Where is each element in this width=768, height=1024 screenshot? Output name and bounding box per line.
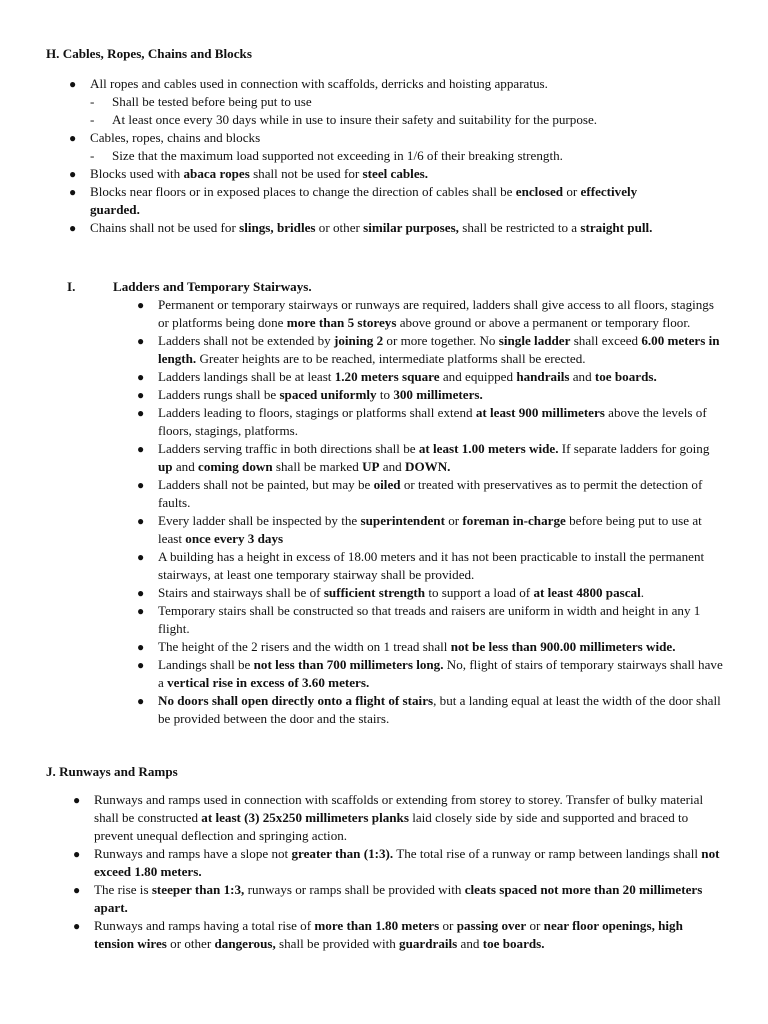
list-item-text [158, 638, 726, 656]
emphasis-text: toe boards. [594, 369, 657, 384]
body-text: No, flight of stairs of temporary stairways shall have a [158, 657, 723, 690]
body-text: and [379, 459, 405, 474]
section-h-title: H. Cables, Ropes, Chains and Blocks [46, 46, 252, 61]
emphasis-text: foreman in-charge [462, 513, 566, 528]
emphasis-text: joining 2 [334, 333, 384, 348]
list-item [69, 129, 680, 165]
body-text: shall be marked [272, 459, 363, 474]
emphasis-text: DOWN. [404, 459, 451, 474]
emphasis-text: steel cables. [362, 166, 428, 181]
body-text: Blocks near floors or in exposed places to change the direction of cables shall be [90, 184, 516, 199]
emphasis-text: more than 5 storeys [286, 315, 397, 330]
emphasis-text: guardrails [399, 936, 458, 951]
emphasis-text: greater than (1:3). [291, 846, 394, 861]
sub-item [90, 111, 680, 129]
bullet-icon: ● [137, 658, 145, 672]
list-item [69, 183, 680, 219]
sub-item-text: Size that the maximum load supported not exceeding in 1/6 of their breaking strength. [112, 148, 563, 163]
body-text: or [563, 184, 581, 199]
emphasis-text: single ladder [498, 333, 571, 348]
list-item-text [90, 165, 680, 183]
body-text: or [439, 918, 457, 933]
dash-icon: - [90, 94, 95, 109]
body-text: shall exceed [570, 333, 642, 348]
emphasis-text: up [158, 459, 173, 474]
list-item-text [158, 584, 726, 602]
list-item [137, 584, 726, 602]
list-item [137, 332, 726, 368]
body-text: Permanent or temporary stairways or runways are required, ladders shall give access to all floors, stagings or platforms being done [158, 297, 714, 330]
bullet-icon: ● [137, 406, 145, 420]
emphasis-text: steeper than 1:3, [151, 882, 245, 897]
list-item-text [158, 548, 726, 584]
list-item-text [158, 440, 726, 476]
emphasis-text: more than 1.80 meters [314, 918, 440, 933]
body-text: All ropes and cables used in connection with scaffolds, derricks and hoisting apparatus. [90, 76, 548, 91]
list-item [73, 917, 726, 953]
list-item-text [94, 881, 726, 917]
list-item-text [94, 917, 726, 953]
bullet-icon: ● [137, 694, 145, 708]
section-j-list [73, 791, 726, 953]
bullet-icon: ● [137, 370, 145, 384]
body-text: or [444, 513, 463, 528]
bullet-icon: ● [137, 604, 145, 618]
list-item [137, 602, 726, 638]
body-text: Runways and ramps have a slope not [94, 846, 292, 861]
list-item-text [94, 845, 726, 881]
body-text: shall not be used for [249, 166, 363, 181]
list-item-text [90, 219, 680, 237]
emphasis-text: at least 4800 pascal [533, 585, 641, 600]
bullet-icon: ● [137, 514, 145, 528]
bullet-icon: ● [137, 478, 145, 492]
emphasis-text: passing over [456, 918, 527, 933]
body-text: Blocks used with [90, 166, 184, 181]
list-item-text [158, 476, 726, 512]
emphasis-text: not exceed 1.80 meters. [94, 846, 720, 879]
section-j-title: J. Runways and Ramps [46, 764, 178, 779]
body-text: and [457, 936, 483, 951]
body-text: or more together. No [383, 333, 499, 348]
list-item [137, 404, 726, 440]
bullet-icon: ● [69, 221, 77, 235]
emphasis-text: spaced uniformly [279, 387, 377, 402]
body-text: before being put to use at least [158, 513, 702, 546]
emphasis-text: effectively guarded. [90, 184, 638, 217]
emphasis-text: at least (3) 25x250 millimeters planks [201, 810, 409, 825]
body-text: If separate ladders for going [558, 441, 710, 456]
list-item [137, 440, 726, 476]
emphasis-text: near floor openings, high tension wires [94, 918, 683, 951]
body-text: Ladders rungs shall be [158, 387, 280, 402]
body-text: to support a load of [425, 585, 534, 600]
sub-item [90, 147, 680, 165]
list-item-text [158, 386, 726, 404]
body-text: . [640, 585, 645, 600]
emphasis-text: toe boards. [482, 936, 545, 951]
sub-item-text: Shall be tested before being put to use [112, 94, 312, 109]
list-item [137, 638, 726, 656]
list-item [73, 881, 726, 917]
list-item-text [158, 656, 726, 692]
bullet-icon: ● [73, 847, 81, 861]
list-item [137, 692, 726, 728]
body-text: Ladders shall not be extended by [158, 333, 334, 348]
body-text: Ladders serving traffic in both directions shall be [158, 441, 419, 456]
body-text: shall be provided with [275, 936, 400, 951]
emphasis-text: superintendent [360, 513, 445, 528]
bullet-icon: ● [73, 793, 81, 807]
list-item [137, 296, 726, 332]
body-text: or [526, 918, 544, 933]
body-text: The height of the 2 risers and the width on 1 tread shall [158, 639, 451, 654]
sub-item [90, 93, 680, 111]
body-text: or treated with preservatives as to permit the detection of faults. [158, 477, 703, 510]
emphasis-text: handrails [516, 369, 570, 384]
list-item [69, 165, 680, 183]
body-text: or other [166, 936, 215, 951]
emphasis-text: at least 900 millimeters [475, 405, 605, 420]
body-text: and equipped [439, 369, 517, 384]
body-text: Landings shall be [158, 657, 254, 672]
emphasis-text: straight pull. [580, 220, 653, 235]
section-i-list [137, 296, 726, 728]
list-item [137, 386, 726, 404]
emphasis-text: cleats spaced not more than 20 millimeters apart. [94, 882, 703, 915]
emphasis-text: 1.20 meters square [334, 369, 440, 384]
list-item [73, 791, 726, 845]
body-text: Chains shall not be used for [90, 220, 240, 235]
body-text: Runways and ramps used in connection with scaffolds or extending from storey to storey. Transfer of bulky material shall be constructed [94, 792, 704, 825]
body-text: A building has a height in excess of 18.00 meters and it has not been practicable to install the permanent stairways, at least one temporary stairway shall be provided. [158, 549, 705, 582]
emphasis-text: once every 3 days [185, 531, 284, 546]
body-text: or other [315, 220, 364, 235]
bullet-icon: ● [137, 442, 145, 456]
list-item [137, 476, 726, 512]
body-text: Ladders landings shall be at least [158, 369, 335, 384]
emphasis-text: not be less than 900.00 millimeters wide. [450, 639, 676, 654]
body-text: , but a landing equal at least the width of the door shall be provided between the door and the stairs. [158, 693, 721, 726]
body-text: Stairs and stairways shall be of [158, 585, 324, 600]
list-item [69, 75, 680, 129]
emphasis-text: enclosed [515, 184, 564, 199]
emphasis-text: UP [362, 459, 380, 474]
body-text: to [376, 387, 394, 402]
bullet-icon: ● [73, 919, 81, 933]
emphasis-text: abaca ropes [183, 166, 250, 181]
list-item [137, 656, 726, 692]
emphasis-text: not less than 700 millimeters long. [253, 657, 444, 672]
sub-item-text: At least once every 30 days while in use to insure their safety and suitability for the purpose. [112, 112, 598, 127]
body-text: and [172, 459, 199, 474]
list-item [137, 512, 726, 548]
emphasis-text: coming down [198, 459, 273, 474]
bullet-icon: ● [137, 334, 145, 348]
list-item-text [94, 791, 726, 845]
section-i-title: Ladders and Temporary Stairways. [113, 279, 312, 294]
emphasis-text: No doors shall open directly onto a flight of stairs [158, 693, 434, 708]
bullet-icon: ● [137, 586, 145, 600]
body-text: Cables, ropes, chains and blocks [90, 130, 261, 145]
list-item-text [90, 129, 680, 147]
list-item-text [158, 404, 726, 440]
bullet-icon: ● [137, 388, 145, 402]
body-text: Temporary stairs shall be constructed so that treads and raisers are uniform in width and height in any 1 flight. [158, 603, 701, 636]
list-item-text [158, 692, 726, 728]
emphasis-text: 300 millimeters. [393, 387, 483, 402]
list-item [69, 219, 680, 237]
bullet-icon: ● [69, 167, 77, 181]
body-text: and [569, 369, 595, 384]
emphasis-text: vertical rise in excess of 3.60 meters. [167, 675, 370, 690]
body-text: Greater heights are to be reached, intermediate platforms shall be erected. [196, 351, 586, 366]
list-item-text [158, 332, 726, 368]
emphasis-text: sufficient strength [323, 585, 426, 600]
emphasis-text: oiled [373, 477, 401, 492]
body-text: Ladders leading to floors, stagings or platforms shall extend [158, 405, 476, 420]
body-text: Ladders shall not be painted, but may be [158, 477, 374, 492]
body-text: runways or ramps shall be provided with [244, 882, 465, 897]
list-item-text [158, 368, 726, 386]
section-i-marker: I. [67, 279, 76, 294]
emphasis-text: dangerous, [214, 936, 276, 951]
body-text: Every ladder shall be inspected by the [158, 513, 361, 528]
body-text: The total rise of a runway or ramp between landings shall [393, 846, 702, 861]
bullet-icon: ● [69, 185, 77, 199]
list-item-text [158, 512, 726, 548]
bullet-icon: ● [137, 640, 145, 654]
emphasis-text: similar purposes, [363, 220, 459, 235]
bullet-icon: ● [137, 298, 145, 312]
bullet-icon: ● [73, 883, 81, 897]
dash-icon: - [90, 148, 95, 163]
body-text: above the levels of floors, stagings, platforms. [158, 405, 707, 438]
list-item-text [90, 75, 680, 93]
list-item [137, 548, 726, 584]
dash-icon: - [90, 112, 95, 127]
body-text: laid closely side by side and supported and braced to prevent unequal deflection and springing action. [94, 810, 689, 843]
emphasis-text: slings, bridles [239, 220, 316, 235]
list-item [137, 368, 726, 386]
bullet-icon: ● [69, 77, 77, 91]
bullet-icon: ● [137, 550, 145, 564]
list-item-text [158, 602, 726, 638]
emphasis-text: at least 1.00 meters wide. [418, 441, 559, 456]
list-item-text [158, 296, 726, 332]
list-item [73, 845, 726, 881]
bullet-icon: ● [69, 131, 77, 145]
body-text: shall be restricted to a [458, 220, 581, 235]
list-item-text [90, 183, 680, 219]
body-text: Runways and ramps having a total rise of [94, 918, 315, 933]
emphasis-text: 6.00 meters in length. [158, 333, 720, 366]
section-h-list [69, 75, 680, 237]
body-text: The rise is [94, 882, 152, 897]
body-text: above ground or above a permanent or temporary floor. [396, 315, 691, 330]
